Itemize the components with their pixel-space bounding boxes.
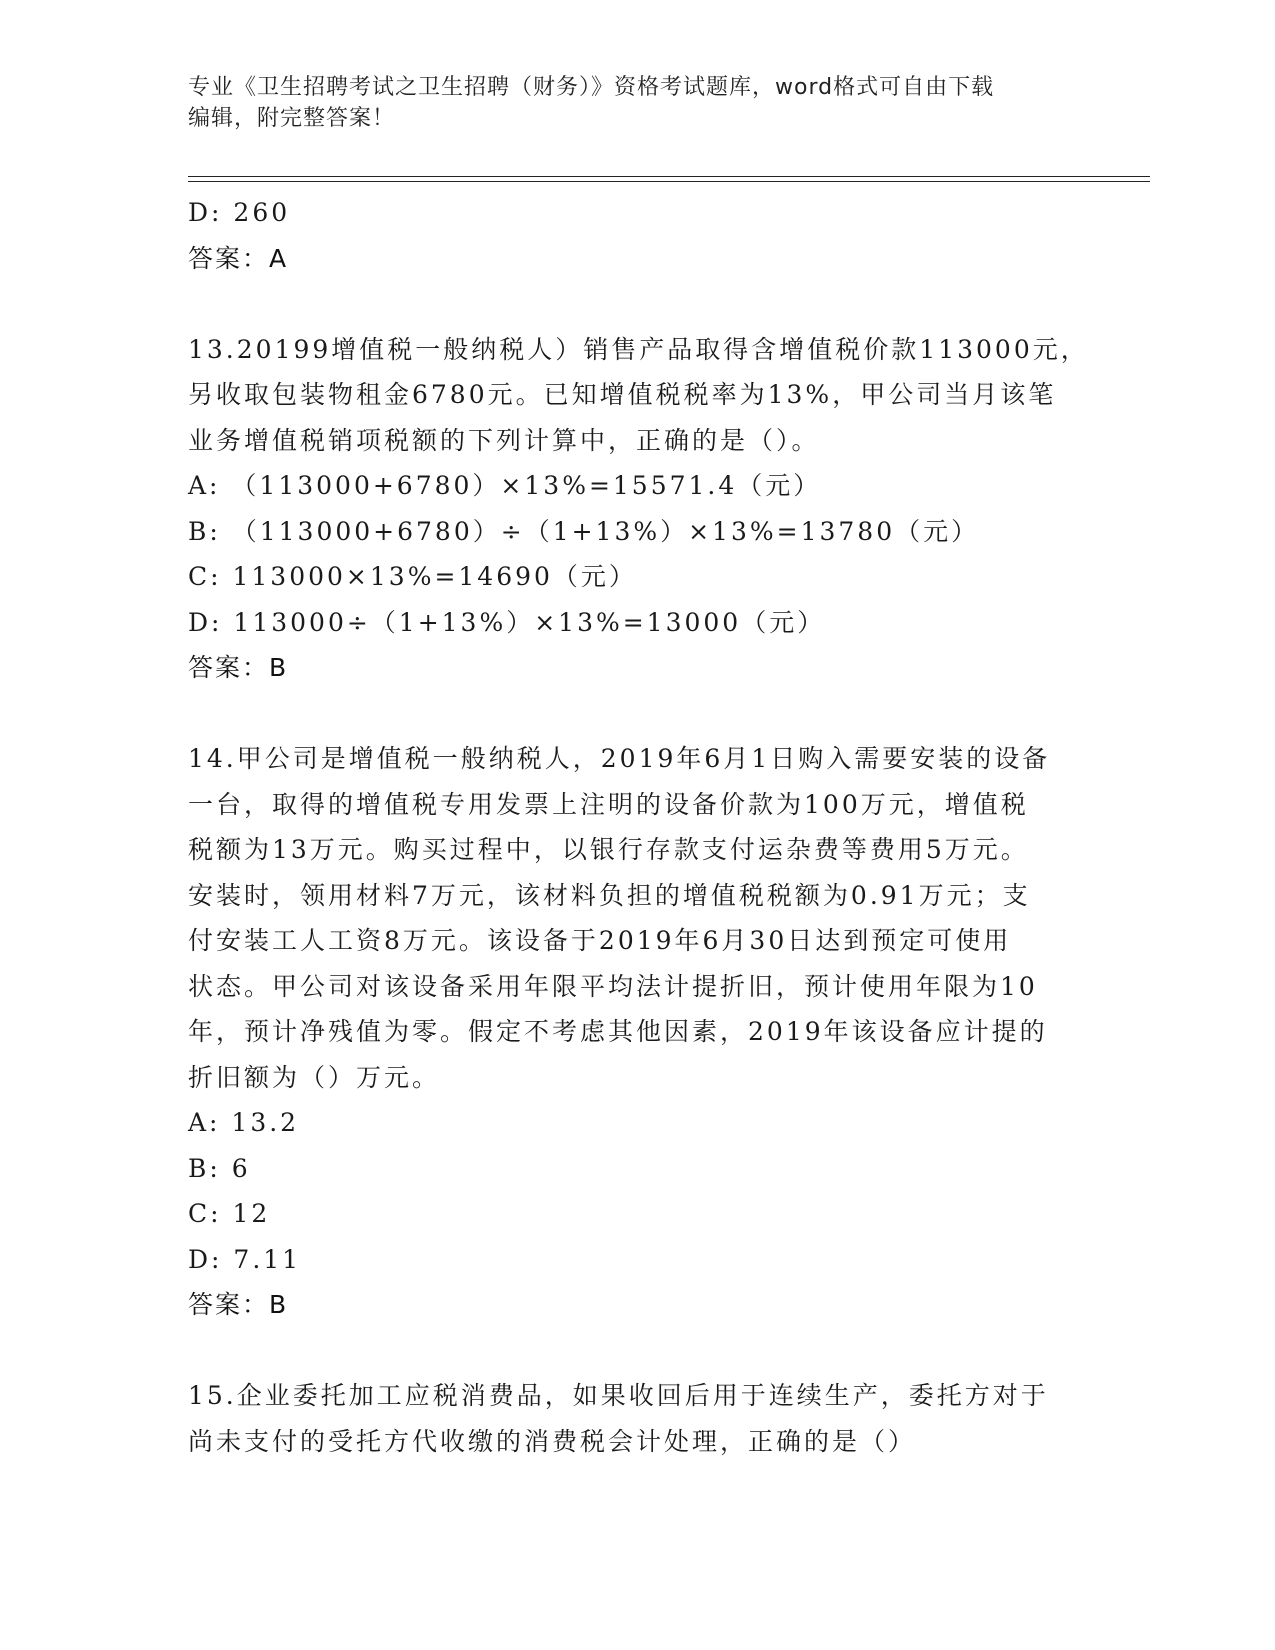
question-14-line-5: 付安装工人工资8万元。该设备于2019年6月30日达到预定可使用 [188,926,1012,955]
question-13-line-2: 另收取包装物租金6780元。已知增值税税率为13%，甲公司当月该笔 [188,380,1057,409]
question-13-option-d: D: 113000÷（1+13%）×13%=13000（元） [188,607,826,637]
header-rule-bottom [188,181,1150,182]
question-14-option-b: B: 6 [188,1153,251,1183]
prev-answer: 答案：A [188,243,289,273]
question-15-line-2: 尚未支付的受托方代收缴的消费税会计处理，正确的是（） [188,1426,917,1456]
question-14 [188,736,1088,1328]
question-14-option-d: D: 7.11 [188,1244,302,1274]
question-14-answer: 答案：B [188,1290,289,1319]
header-line-2: 编辑，附完整答案！ [188,106,396,131]
question-13-option-a: A: （113000+6780）×13%=15571.4（元） [188,471,822,500]
spacer [188,1328,1088,1374]
question-14-line-2: 一台，取得的增值税专用发票上注明的设备价款为100万元，增值税 [188,789,1029,819]
question-14-line-3: 税额为13万元。购买过程中，以银行存款支付运杂费等费用5万元。 [188,835,1029,864]
question-14-line-6: 状态。甲公司对该设备采用年限平均法计提折旧，预计使用年限为10 [188,971,1038,1001]
header-rule-top [188,176,1150,177]
page-header [188,72,1078,134]
question-15 [188,1373,1088,1464]
spacer [188,691,1088,737]
prev-option-d: D: 260 [188,198,291,227]
question-14-option-c: C: 12 [188,1199,271,1228]
spacer [188,281,1088,327]
question-14-line-4: 安装时，领用材料7万元，该材料负担的增值税税额为0.91万元；支 [188,880,1031,910]
question-14-option-a: A: 13.2 [188,1108,300,1137]
question-15-line-1: 15.企业委托加工应税消费品，如果收回后用于连续生产，委托方对于 [188,1381,1049,1410]
header-line-1: 专业《卫生招聘考试之卫生招聘（财务）》资格考试题库，word格式可自由下载 [188,75,995,100]
question-13-line-3: 业务增值税销项税额的下列计算中，正确的是（）。 [188,425,820,455]
document-body [188,190,1088,1464]
question-13-option-b: B: （113000+6780）÷（1+13%）×13%=13780（元） [188,516,980,546]
question-14-line-1: 14.甲公司是增值税一般纳税人，2019年6月1日购入需要安装的设备 [188,744,1051,773]
question-13-answer: 答案：B [188,653,289,682]
question-13 [188,327,1088,691]
question-13-option-c: C: 113000×13%=14690（元） [188,562,637,591]
question-14-line-7: 年，预计净残值为零。假定不考虑其他因素，2019年该设备应计提的 [188,1017,1048,1046]
question-14-line-8: 折旧额为（）万元。 [188,1062,441,1092]
question-13-line-1: 13.20199增值税一般纳税人）销售产品取得含增值税价款113000元， [188,334,1089,364]
